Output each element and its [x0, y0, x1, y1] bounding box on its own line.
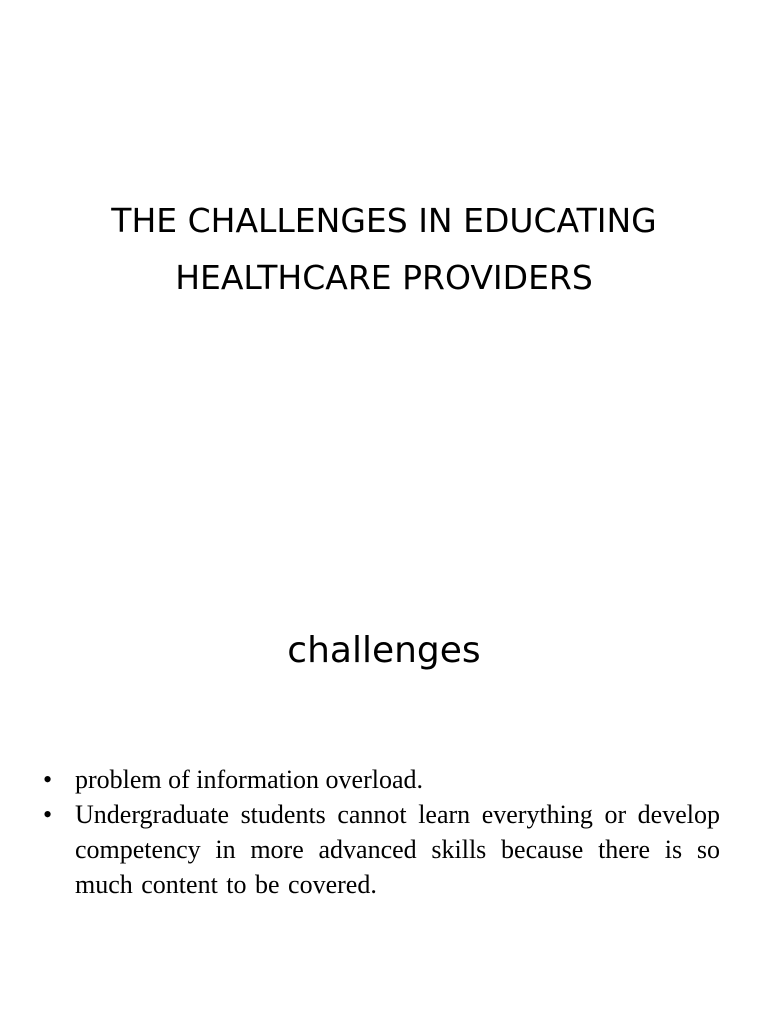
bullet-item [40, 797, 720, 902]
bullet-text: problem of information overload. [75, 765, 424, 794]
slide-2 [0, 576, 768, 1024]
bullet-text: Undergraduate students cannot learn everything or develop competency in more advanced skills because there is so much content to be covered. [75, 800, 720, 899]
bullet-icon: • [43, 765, 53, 794]
bullet-list [40, 762, 720, 902]
bullet-item [40, 762, 720, 797]
slide-title: THE CHALLENGES IN EDUCATING HEALTHCARE PROVIDERS [111, 201, 657, 297]
bullet-icon: • [43, 800, 53, 829]
slide-heading: challenges [287, 630, 481, 671]
